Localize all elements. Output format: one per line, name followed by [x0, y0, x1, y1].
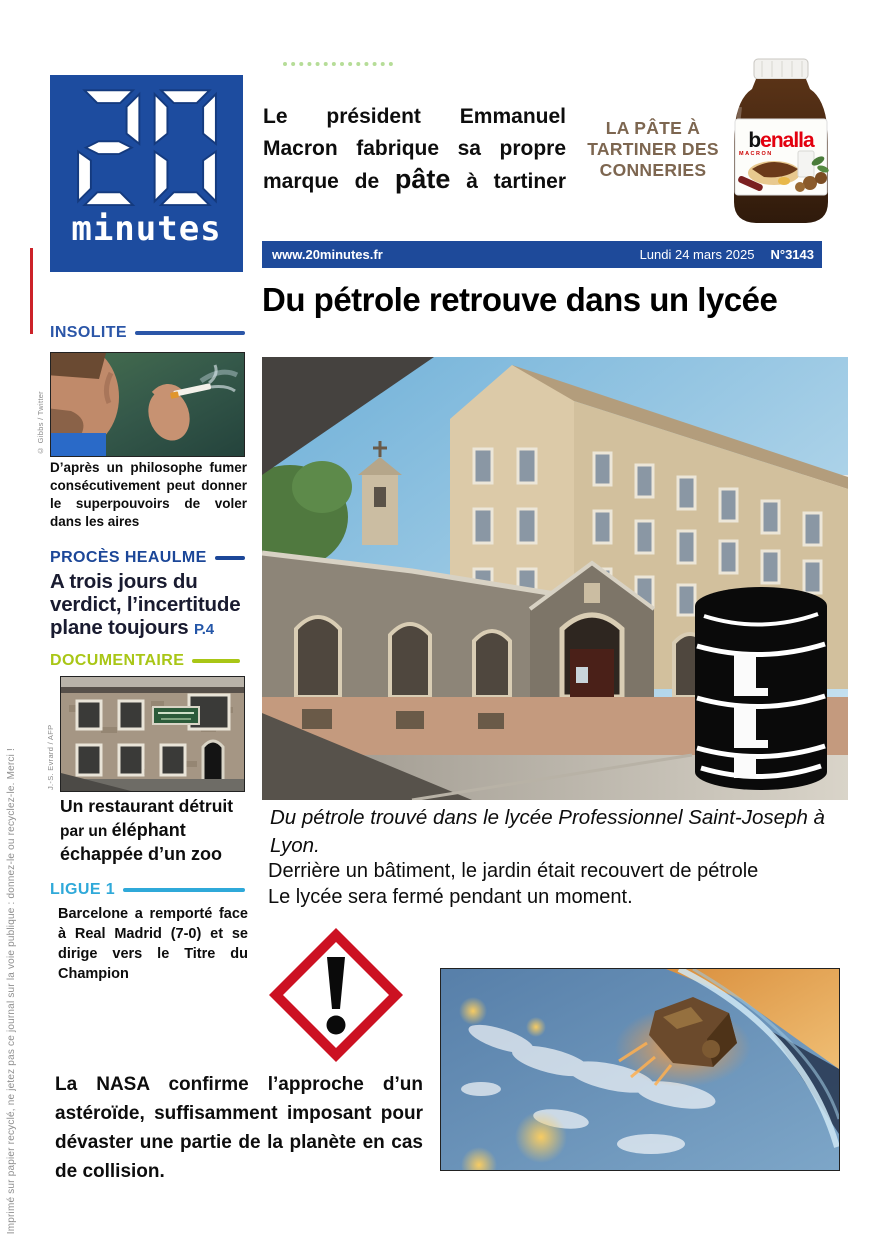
teaser-line-3: marque de pâte à tartiner — [263, 164, 566, 194]
recycling-note: Imprimé sur papier recyclé, ne jetez pas ce journal sur la voie publique : donnez-le ou recyclez-le. Merci ! — [6, 747, 17, 1234]
section-rule — [215, 556, 245, 560]
logo-wordmark: minutes — [71, 209, 222, 249]
photo-caption: Du pétrole trouvé dans le lycée Professionnel Saint-Joseph à Lyon. — [270, 806, 825, 857]
teaser-line-1: Le président Emmanuel — [263, 105, 566, 128]
green-dashed-artifact — [283, 62, 393, 66]
logo-20minutes — [50, 75, 243, 272]
insolite-story: D’après un philosophe fumer consécutivement peut donner le superpouvoirs de voler dans les aires — [50, 460, 247, 529]
section-rule — [123, 888, 245, 892]
ligue1-story: Barcelone a remporté face à Real Madrid (7-0) et se dirige vers le Titre du Champion — [58, 906, 248, 982]
ad-tagline-line: LA PÂTE À — [605, 118, 701, 138]
proces-story: A trois jours du verdict, l’incertitude plane toujours P.4 — [50, 570, 241, 639]
documentaire-story: Un restaurant détruit par un éléphant échappée d’un zoo — [60, 796, 234, 864]
photo-credit-restaurant: J.-S. Evrard / AFP — [46, 724, 55, 790]
ad-tagline — [585, 118, 721, 181]
teaser-line-2: Macron fabrique sa propre — [263, 136, 566, 160]
issue-date: Lundi 24 mars 2025 — [639, 247, 755, 262]
jar-brand: benalla — [748, 129, 814, 152]
website-url: www.20minutes.fr — [272, 247, 383, 262]
ad-tagline-line: CONNERIES — [599, 160, 707, 180]
section-header-insolite: INSOLITE — [50, 324, 245, 342]
nasa-story: La NASA confirme l’approche d’un astéroïde, suffisamment imposant pour dévaster une partie de la planète en cas de collision. — [55, 1074, 423, 1182]
red-rule — [30, 248, 33, 334]
ad-tagline-line: TARTINER DES — [587, 139, 719, 159]
nutella-jar-graphic — [726, 57, 836, 227]
hazard-warning-icon — [266, 925, 406, 1065]
photo-smoker — [50, 352, 245, 457]
article-line-1: Derrière un bâtiment, le jardin était recouvert de pétrole — [268, 860, 759, 882]
section-header-ligue1: LIGUE 1 — [50, 881, 245, 899]
photo-credit-smoker: © Gibbs / Twitter — [36, 391, 45, 455]
page-reference: P.4 — [193, 621, 214, 638]
section-header-documentaire: DOCUMENTAIRE — [50, 652, 245, 670]
section-rule — [135, 331, 245, 335]
section-rule — [192, 659, 240, 663]
masthead-teaser — [263, 101, 566, 198]
main-headline: Du pétrole retrouve dans un lycée — [262, 281, 778, 318]
photo-asteroid — [440, 968, 840, 1171]
section-header-proces: PROCÈS HEAULME — [50, 549, 245, 567]
logo-digits-20 — [71, 89, 223, 207]
photo-restaurant — [60, 676, 245, 792]
info-bar — [262, 241, 822, 268]
article-line-2: Le lycée sera fermé pendant un moment. — [268, 886, 633, 908]
jar-brand-sub: MACRON — [739, 151, 773, 157]
teaser-highlight: pâte — [394, 164, 451, 194]
oil-barrel-icon — [688, 584, 834, 792]
issue-number: N°3143 — [770, 247, 814, 262]
